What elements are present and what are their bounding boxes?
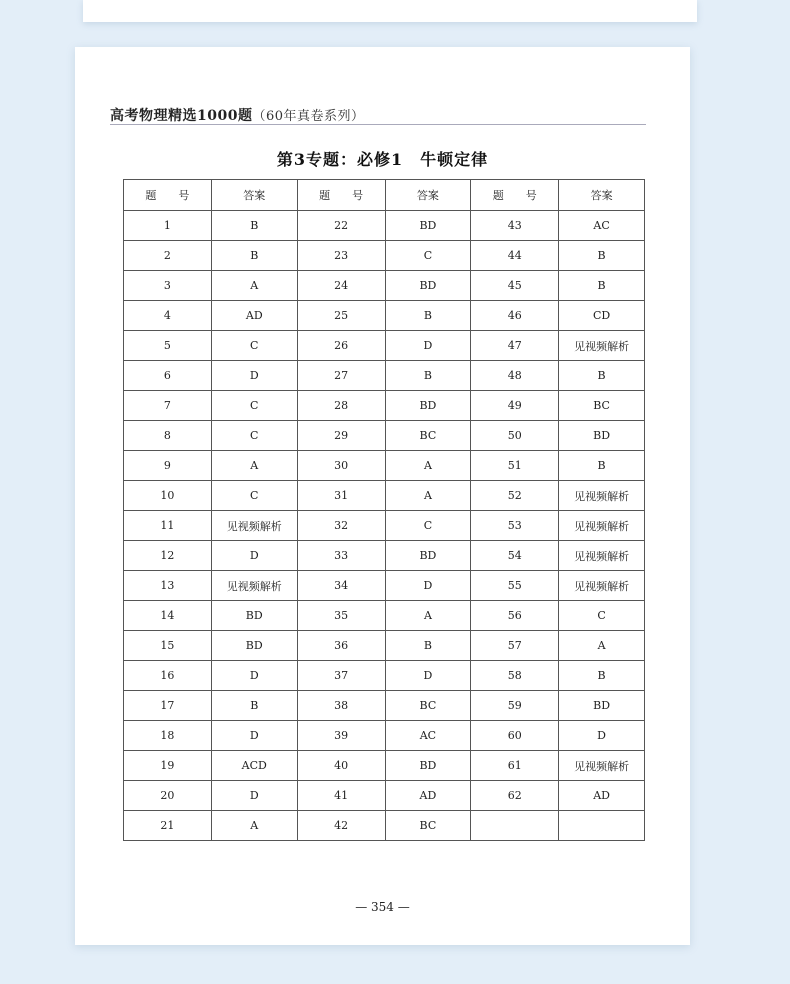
book-title: 高考物理精选1000题 [110, 108, 253, 124]
question-number-cell: 37 [297, 661, 385, 691]
answer-cell: B [211, 691, 297, 721]
question-number-cell: 42 [297, 811, 385, 841]
answer-cell: A [211, 451, 297, 481]
answer-cell: B [385, 631, 471, 661]
answer-cell: D [211, 721, 297, 751]
question-number-cell [471, 811, 559, 841]
answer-cell: 见视频解析 [211, 571, 297, 601]
table-row [124, 451, 645, 481]
answer-cell: C [211, 481, 297, 511]
table-row [124, 811, 645, 841]
answer-cell: AC [559, 211, 645, 241]
question-number-cell: 5 [124, 331, 212, 361]
question-number-cell: 50 [471, 421, 559, 451]
table-row [124, 691, 645, 721]
answer-cell: BC [385, 691, 471, 721]
question-number-cell: 32 [297, 511, 385, 541]
question-number-header: 题 号 [471, 180, 559, 211]
question-number-cell: 62 [471, 781, 559, 811]
answer-cell: 见视频解析 [559, 331, 645, 361]
table-row [124, 331, 645, 361]
question-number-cell: 60 [471, 721, 559, 751]
answer-cell [559, 811, 645, 841]
table-row [124, 361, 645, 391]
answer-cell: A [385, 451, 471, 481]
answer-cell: BD [559, 691, 645, 721]
question-number-cell: 61 [471, 751, 559, 781]
answer-cell: B [559, 451, 645, 481]
answer-cell: D [385, 571, 471, 601]
question-number-cell: 46 [471, 301, 559, 331]
answer-cell: D [211, 781, 297, 811]
table-row [124, 751, 645, 781]
question-number-cell: 30 [297, 451, 385, 481]
question-number-cell: 4 [124, 301, 212, 331]
table-header-row [124, 180, 645, 211]
answer-cell: A [211, 811, 297, 841]
answer-cell: BD [211, 601, 297, 631]
question-number-cell: 58 [471, 661, 559, 691]
table-row [124, 631, 645, 661]
question-number-cell: 57 [471, 631, 559, 661]
answer-cell: AC [385, 721, 471, 751]
question-number-cell: 51 [471, 451, 559, 481]
answer-cell: 见视频解析 [559, 541, 645, 571]
answer-header: 答案 [211, 180, 297, 211]
answer-cell: D [211, 361, 297, 391]
answer-cell: BC [385, 421, 471, 451]
question-number-cell: 45 [471, 271, 559, 301]
table-row [124, 661, 645, 691]
answer-cell: B [385, 361, 471, 391]
question-number-cell: 20 [124, 781, 212, 811]
question-number-cell: 22 [297, 211, 385, 241]
question-number-cell: 13 [124, 571, 212, 601]
question-number-cell: 3 [124, 271, 212, 301]
table-row [124, 391, 645, 421]
answer-table [123, 179, 645, 841]
answer-cell: BD [211, 631, 297, 661]
answer-header: 答案 [559, 180, 645, 211]
answer-cell: C [211, 421, 297, 451]
question-number-cell: 56 [471, 601, 559, 631]
answer-cell: C [385, 241, 471, 271]
question-number-cell: 16 [124, 661, 212, 691]
page-number: — 354 — [355, 900, 410, 914]
question-number-cell: 7 [124, 391, 212, 421]
answer-cell: C [559, 601, 645, 631]
answer-cell: AD [211, 301, 297, 331]
question-number-cell: 10 [124, 481, 212, 511]
table-row [124, 721, 645, 751]
question-number-cell: 31 [297, 481, 385, 511]
answer-cell: AD [385, 781, 471, 811]
question-number-cell: 1 [124, 211, 212, 241]
answer-cell: BD [385, 271, 471, 301]
answer-cell: D [559, 721, 645, 751]
table-row [124, 241, 645, 271]
question-number-cell: 53 [471, 511, 559, 541]
question-number-cell: 19 [124, 751, 212, 781]
answer-header: 答案 [385, 180, 471, 211]
answer-cell: BD [385, 751, 471, 781]
answer-cell: C [385, 511, 471, 541]
table-row [124, 601, 645, 631]
question-number-cell: 41 [297, 781, 385, 811]
question-number-cell: 9 [124, 451, 212, 481]
question-number-cell: 36 [297, 631, 385, 661]
answer-cell: 见视频解析 [559, 751, 645, 781]
question-number-cell: 35 [297, 601, 385, 631]
question-number-cell: 43 [471, 211, 559, 241]
question-number-cell: 38 [297, 691, 385, 721]
answer-cell: A [559, 631, 645, 661]
answer-cell: A [385, 601, 471, 631]
question-number-cell: 25 [297, 301, 385, 331]
answer-cell: A [385, 481, 471, 511]
question-number-cell: 15 [124, 631, 212, 661]
question-number-cell: 21 [124, 811, 212, 841]
question-number-cell: 44 [471, 241, 559, 271]
question-number-cell: 27 [297, 361, 385, 391]
question-number-cell: 28 [297, 391, 385, 421]
question-number-cell: 59 [471, 691, 559, 721]
question-number-header: 题 号 [124, 180, 212, 211]
answer-cell: B [559, 241, 645, 271]
answer-cell: B [385, 301, 471, 331]
answer-cell: BD [385, 211, 471, 241]
answer-cell: B [559, 271, 645, 301]
table-row [124, 541, 645, 571]
table-row [124, 571, 645, 601]
answer-cell: BC [385, 811, 471, 841]
table-row [124, 211, 645, 241]
document-page [75, 47, 690, 945]
question-number-cell: 52 [471, 481, 559, 511]
question-number-cell: 24 [297, 271, 385, 301]
question-number-cell: 47 [471, 331, 559, 361]
answer-cell: ACD [211, 751, 297, 781]
table-row [124, 271, 645, 301]
answer-cell: D [211, 661, 297, 691]
answer-cell: BC [559, 391, 645, 421]
question-number-cell: 49 [471, 391, 559, 421]
header-rule [110, 124, 646, 125]
question-number-cell: 55 [471, 571, 559, 601]
answer-cell: BD [385, 391, 471, 421]
answer-cell: B [559, 361, 645, 391]
question-number-cell: 11 [124, 511, 212, 541]
question-number-cell: 8 [124, 421, 212, 451]
answer-cell: C [211, 331, 297, 361]
answer-cell: D [385, 661, 471, 691]
answer-cell: 见视频解析 [211, 511, 297, 541]
book-subtitle: （60年真卷系列） [252, 109, 365, 124]
answer-cell: 见视频解析 [559, 511, 645, 541]
answer-cell: C [211, 391, 297, 421]
table-row [124, 301, 645, 331]
answer-cell: 见视频解析 [559, 481, 645, 511]
answer-cell: D [211, 541, 297, 571]
question-number-cell: 39 [297, 721, 385, 751]
question-number-cell: 48 [471, 361, 559, 391]
question-number-cell: 12 [124, 541, 212, 571]
answer-cell: AD [559, 781, 645, 811]
previous-page-card [83, 0, 697, 22]
answer-cell: BD [559, 421, 645, 451]
running-header [110, 105, 365, 125]
question-number-cell: 17 [124, 691, 212, 721]
question-number-header: 题 号 [297, 180, 385, 211]
question-number-cell: 33 [297, 541, 385, 571]
question-number-cell: 2 [124, 241, 212, 271]
question-number-cell: 18 [124, 721, 212, 751]
question-number-cell: 14 [124, 601, 212, 631]
question-number-cell: 6 [124, 361, 212, 391]
answer-cell: BD [385, 541, 471, 571]
question-number-cell: 29 [297, 421, 385, 451]
table-row [124, 511, 645, 541]
answer-cell: A [211, 271, 297, 301]
question-number-cell: 54 [471, 541, 559, 571]
question-number-cell: 23 [297, 241, 385, 271]
answer-cell: B [211, 241, 297, 271]
answer-cell: 见视频解析 [559, 571, 645, 601]
table-row [124, 481, 645, 511]
question-number-cell: 26 [297, 331, 385, 361]
answer-cell: B [211, 211, 297, 241]
answer-cell: D [385, 331, 471, 361]
question-number-cell: 40 [297, 751, 385, 781]
question-number-cell: 34 [297, 571, 385, 601]
section-title: 第3专题：必修1 牛顿定律 [276, 150, 489, 169]
answer-cell: B [559, 661, 645, 691]
table-row [124, 781, 645, 811]
table-row [124, 421, 645, 451]
answer-cell: CD [559, 301, 645, 331]
